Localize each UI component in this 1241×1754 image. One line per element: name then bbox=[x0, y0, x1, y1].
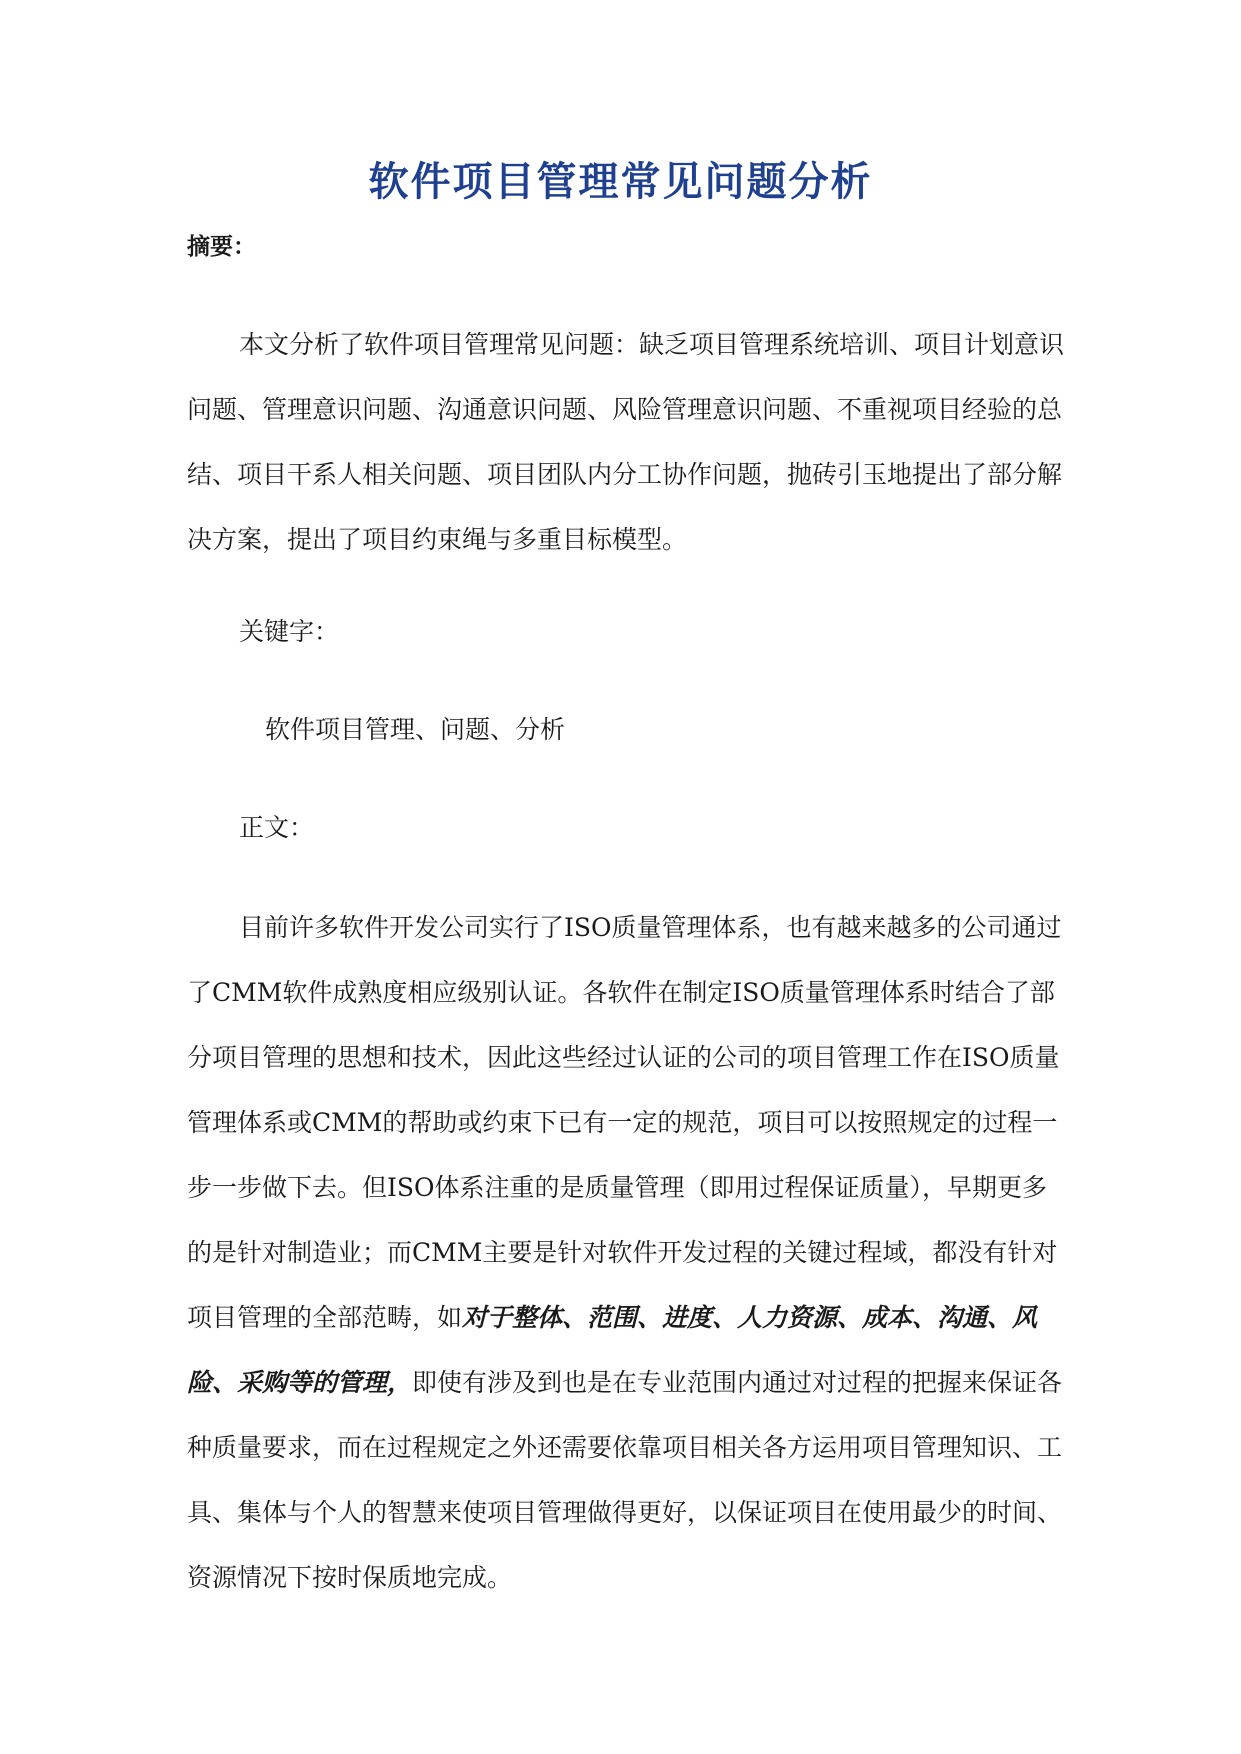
abstract-paragraph: 本文分析了软件项目管理常见问题：缺乏项目管理系统培训、项目计划意识问题、管理意识问题、沟通意识问题、风险管理意识问题、不重视项目经验的总结、项目干系人相关问题、项目团队内分工协作问题，抛砖引玉地提出了部分解决方案，提出了项目约束绳与多重目标模型。 bbox=[187, 330, 1065, 554]
body-text-before: 目前许多软件开发公司实行了ISO质量管理体系，也有越来越多的公司通过了CMM软件成熟度相应级别认证。各软件在制定ISO质量管理体系时结合了部分项目管理的思想和技术，因此这些经过认证的公司的项目管理工作在ISO质量管理体系或CMM的帮助或约束下已有一定的规范，项目可以按照规定的过程一步一步做下去。但ISO体系注重的是质量管理（即用过程保证质量），早期更多的是针对制造业；而CMM主要是针对软件开发过程的关键过程域，都没有针对项目管理的全部范畴，如 bbox=[187, 913, 1062, 1332]
keywords-label: 关键字： bbox=[239, 617, 340, 646]
body-paragraph bbox=[187, 895, 1067, 1610]
abstract-label: 摘要： bbox=[187, 233, 256, 260]
body-text-after: 即使有涉及到也是在专业范围内通过对过程的把握来保证各种质量要求，而在过程规定之外还需要依靠项目相关各方运用项目管理知识、工具、集体与个人的智慧来使项目管理做得更好，以保证项目在使用最少的时间、资源情况下按时保质地完成。 bbox=[187, 1368, 1063, 1592]
body-text-emphasis: 对于整体、范围、进度、人力资源、成本、沟通、风险、采购等的管理， bbox=[187, 1303, 1038, 1397]
keywords-value: 软件项目管理、问题、分析 bbox=[265, 715, 566, 744]
body-label: 正文： bbox=[239, 813, 315, 842]
document-title: 软件项目管理常见问题分析 bbox=[368, 158, 873, 205]
